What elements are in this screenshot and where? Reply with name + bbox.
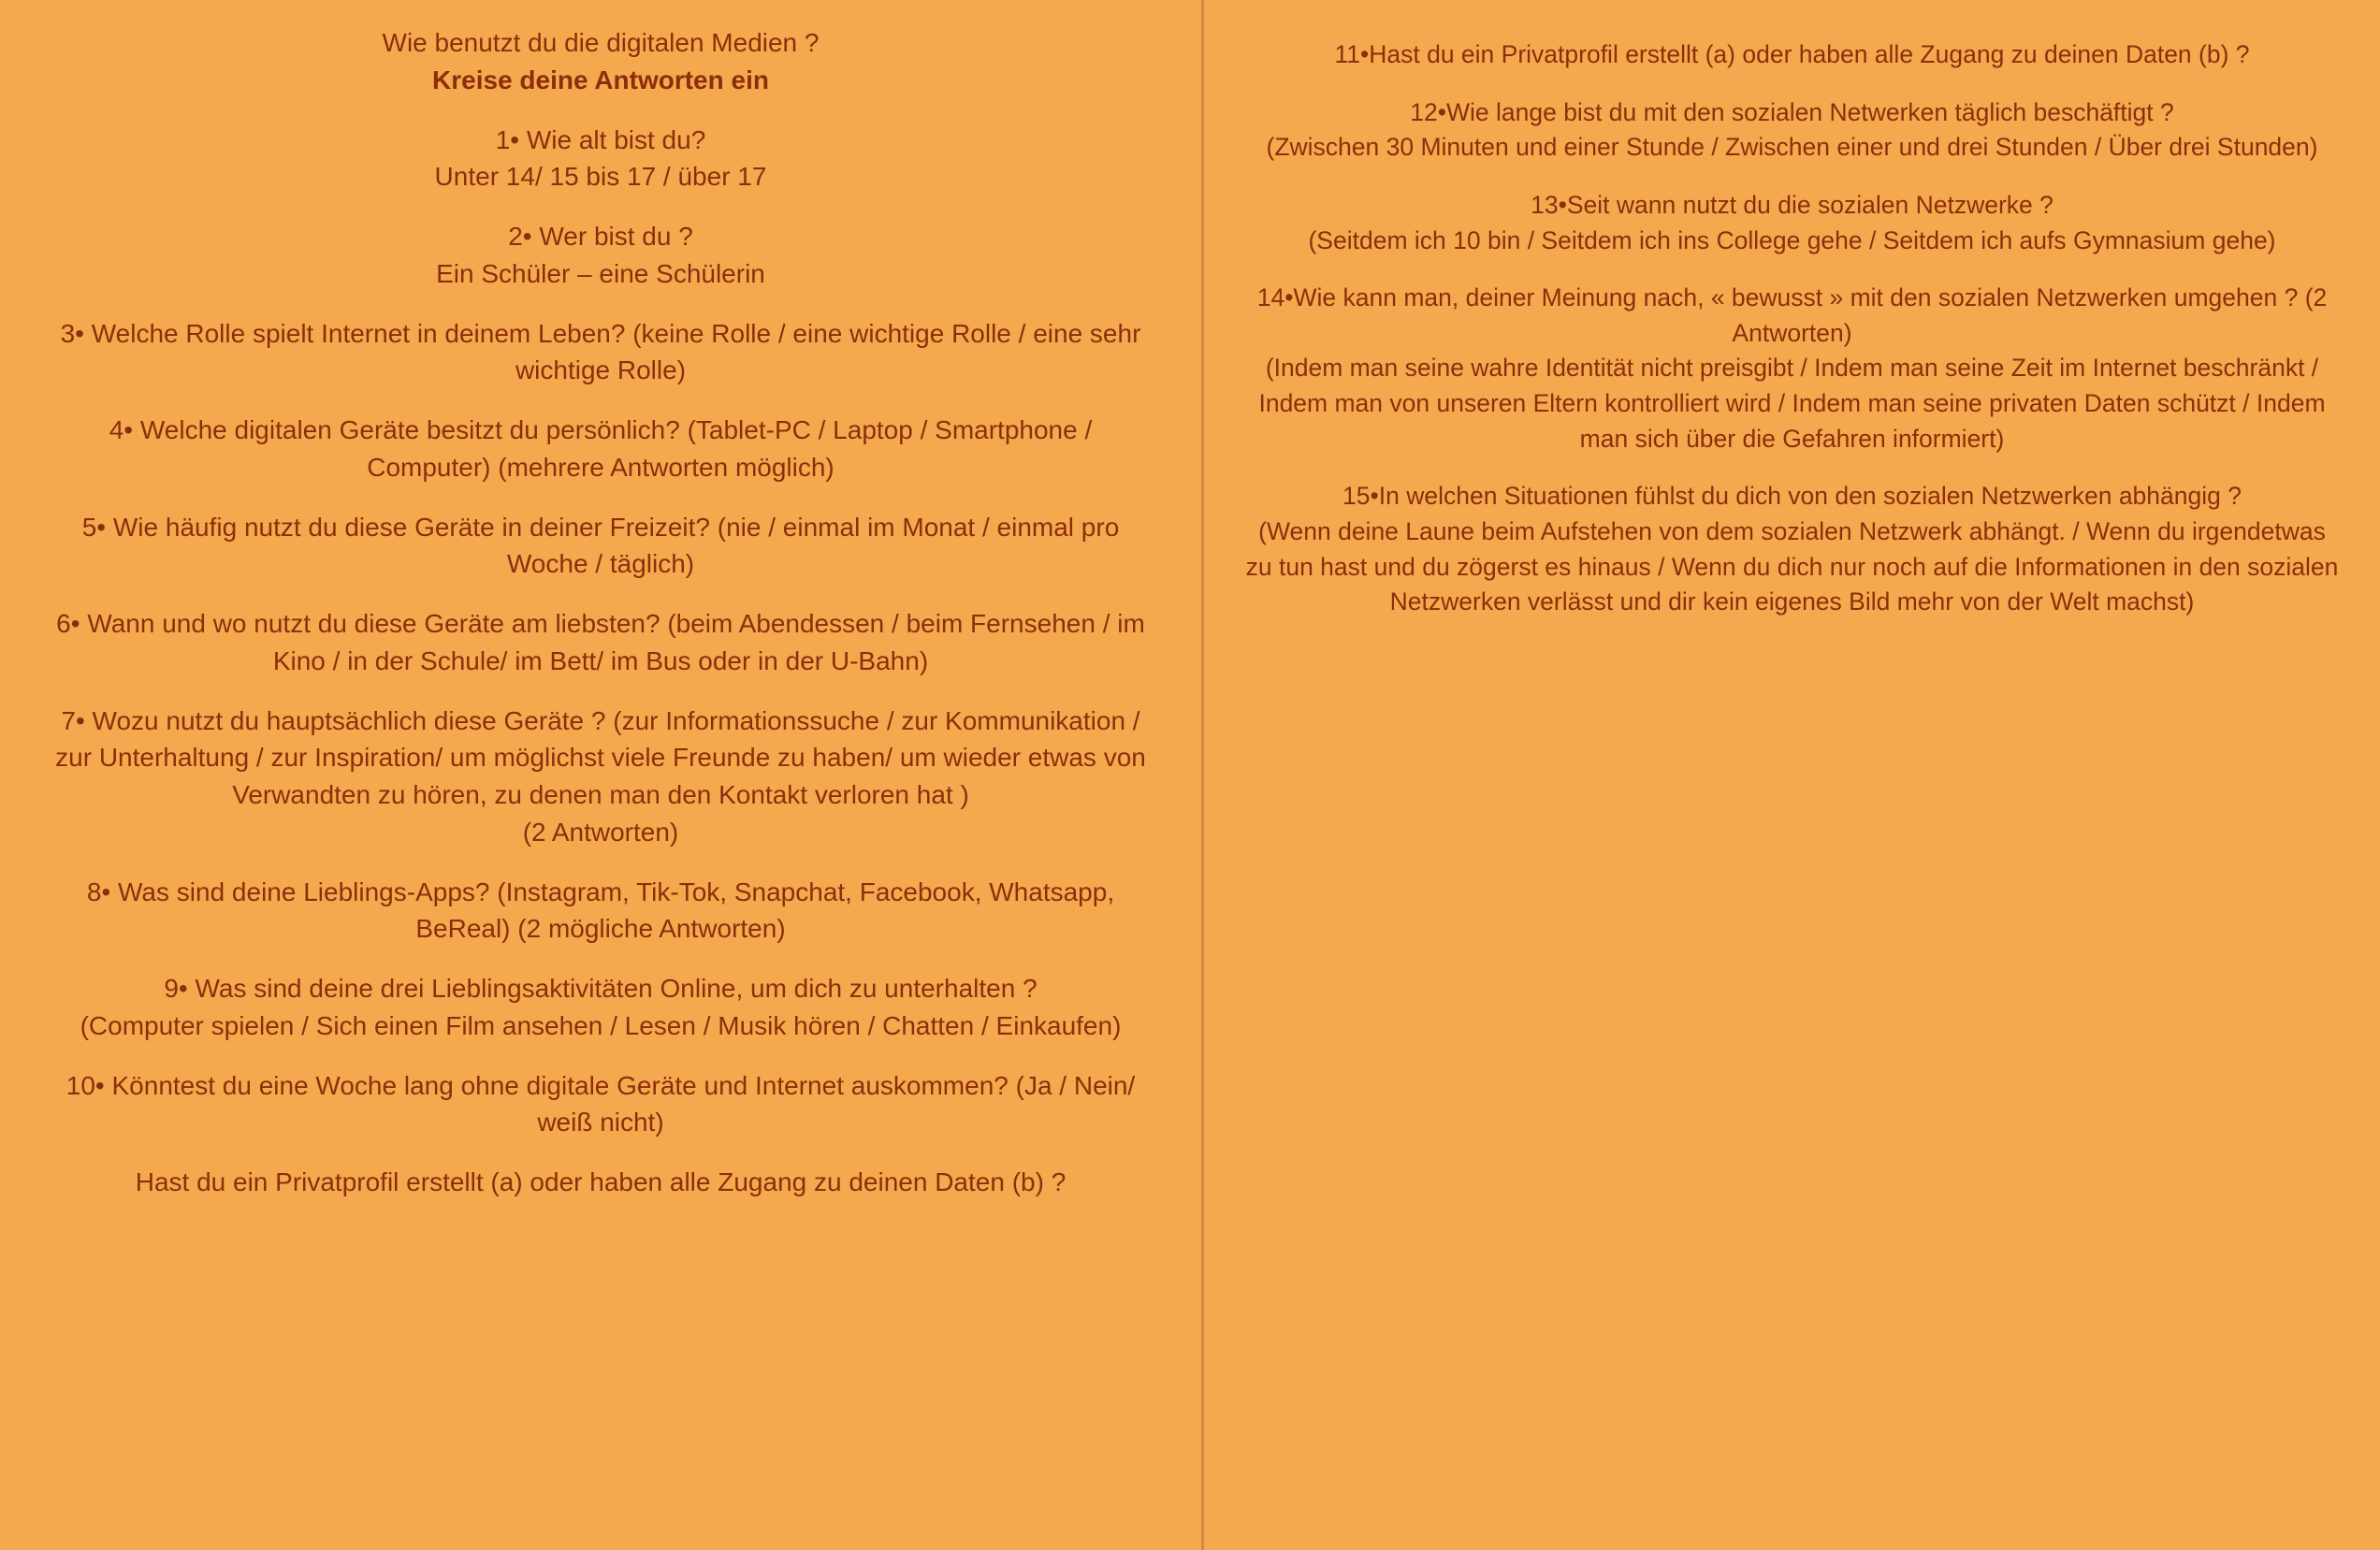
- question-13-prompt: 13•Seit wann nutzt du die sozialen Netzwerke ?: [1531, 190, 2053, 219]
- question-7-prompt: 7• Wozu nutzt du hauptsächlich diese Geräte ? (zur Informationssuche / zur Kommunikation / zur Unterhaltung / zur Inspiration/ um möglichst viele Freunde zu haben/ um wieder etwas von Verwandten zu hören, zu denen man den Kontakt verloren hat ): [55, 705, 1146, 809]
- worksheet-title: Wie benutzt du die digitalen Medien ?: [382, 28, 820, 57]
- question-3-prompt: 3• Welche Rolle spielt Internet in deinem Leben? (keine Rolle / eine wichtige Rolle / eine sehr wichtige Rolle): [60, 318, 1141, 385]
- question-10b-prompt: Hast du ein Privatprofil erstellt (a) oder haben alle Zugang zu deinen Daten (b) ?: [135, 1167, 1067, 1196]
- question-1-options: Unter 14/ 15 bis 17 / über 17: [434, 162, 767, 192]
- question-1-prompt: 1• Wie alt bist du?: [495, 124, 706, 154]
- question-6-prompt: 6• Wann und wo nutzt du diese Geräte am liebsten? (beim Abendessen / beim Fernsehen / im Kino / in der Schule/ im Bett/ im Bus oder in der U-Bahn): [56, 609, 1145, 675]
- question-10-prompt: 10• Könntest du eine Woche lang ohne digitale Geräte und Internet auskommen? (Ja / Nein/ weiß nicht): [65, 1070, 1136, 1137]
- question-13-options: (Seitdem ich 10 bin / Seitdem ich ins College gehe / Seitdem ich aufs Gymnasium gehe): [1308, 225, 2276, 254]
- question-8-prompt: 8• Was sind deine Lieblings-Apps? (Instagram, Tik-Tok, Snapchat, Facebook, Whatsapp, BeReal) (2 mögliche Antworten): [86, 876, 1115, 944]
- question-4-prompt: 4• Welche digitalen Geräte besitzt du persönlich? (Tablet-PC / Laptop / Smartphone / Computer) (mehrere Antworten möglich): [109, 415, 1093, 482]
- question-15-prompt: 15•In welchen Situationen fühlst du dich von den sozialen Netzwerken abhängig ?: [1342, 482, 2242, 511]
- worksheet-subtitle: Kreise deine Antworten ein: [432, 65, 769, 94]
- question-12-options: (Zwischen 30 Minuten und einer Stunde / Zwischen einer und drei Stunden / Über drei Stunden): [1266, 133, 2318, 162]
- question-14-options: (Indem man seine wahre Identität nicht preisgibt / Indem man seine Zeit im Internet beschränkt / Indem man von unseren Eltern kontrolliert wird / Indem man seine privaten Daten schützt / Indem man sich über die Gefahren informiert): [1258, 354, 2326, 453]
- question-2-options: Ein Schüler – eine Schülerin: [436, 258, 765, 288]
- question-5-prompt: 5• Wie häufig nutzt du diese Geräte in deiner Freizeit? (nie / einmal im Monat / einmal pro Woche / täglich): [81, 512, 1120, 579]
- question-9-options: (Computer spielen / Sich einen Film ansehen / Lesen / Musik hören / Chatten / Einkaufen): [80, 1010, 1122, 1040]
- question-12-prompt: 12•Wie lange bist du mit den sozialen Netwerken täglich beschäftigt ?: [1410, 97, 2174, 126]
- question-15-options: (Wenn deine Laune beim Aufstehen von dem sozialen Netzwerk abhängt. / Wenn du irgendetwas zu tun hast und du zögerst es hinaus / Wenn du dich nur noch auf die Informationen in den sozialen Netzwerken verlässt und dir kein eigenes Bild mehr von der Welt machst): [1245, 516, 2339, 616]
- question-11-prompt: 11•Hast du ein Privatprofil erstellt (a) oder haben alle Zugang zu deinen Daten (b) ?: [1334, 40, 2250, 68]
- question-14-prompt: 14•Wie kann man, deiner Meinung nach, « bewusst » mit den sozialen Netzwerken umgehen ? (2 Antworten): [1256, 283, 2328, 347]
- question-7-options: (2 Antworten): [522, 817, 679, 847]
- question-9-prompt: 9• Was sind deine drei Lieblingsaktivitäten Online, um dich zu unterhalten ?: [164, 974, 1038, 1003]
- question-2-prompt: 2• Wer bist du ?: [508, 222, 693, 251]
- right-column: [1204, 0, 2380, 1550]
